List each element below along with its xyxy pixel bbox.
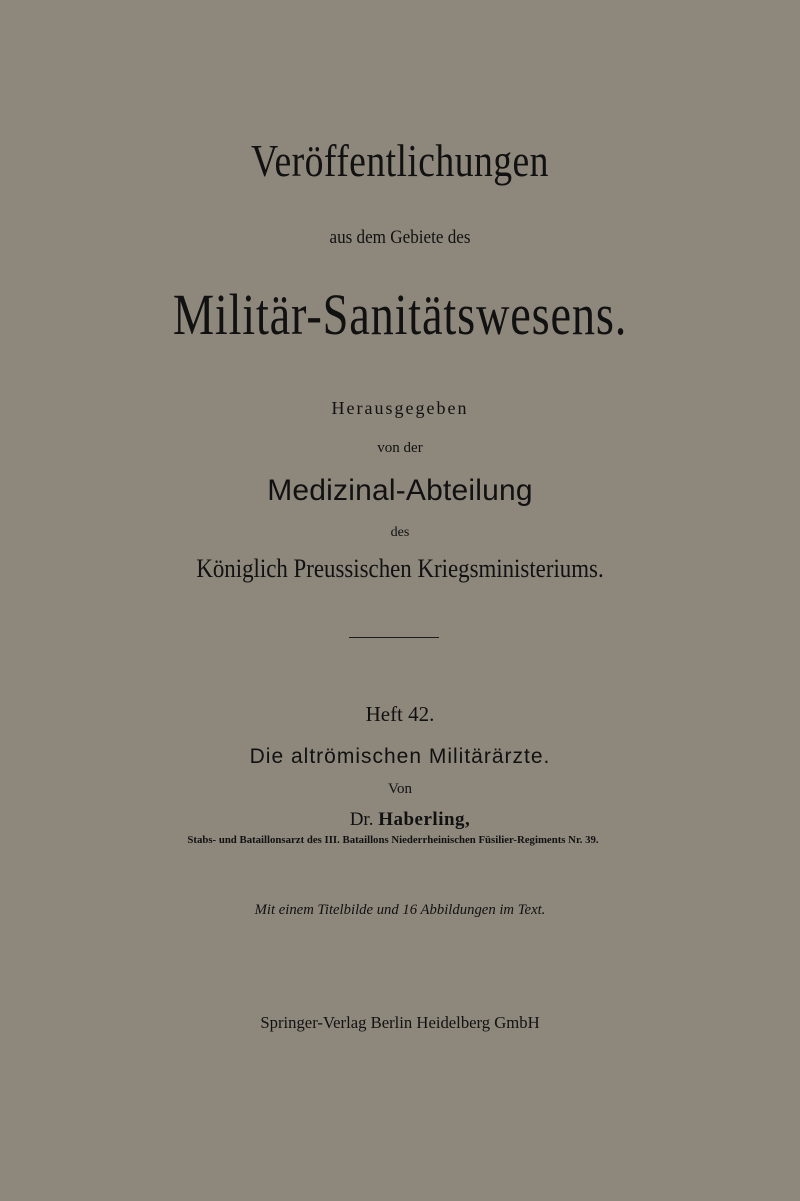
institution-name: Medizinal-Abteilung xyxy=(267,474,533,507)
series-subtitle: aus dem Gebiete des xyxy=(329,227,471,248)
illustrations-note: Mit einem Titelbilde und 16 Abbildungen im Text. xyxy=(254,902,546,918)
author-prefix: Dr. xyxy=(349,809,374,830)
publisher: Springer-Verlag Berlin Heidelberg GmbH xyxy=(260,1013,540,1032)
editor-label: Herausgegeben xyxy=(331,398,469,418)
issue-number: Heft 42. xyxy=(365,702,435,726)
by-label: Von xyxy=(388,781,412,797)
divider-rule xyxy=(349,637,439,638)
author-affiliation: Stabs- und Bataillonsarzt des III. Bataillons Niederrheinischen Füsilier-Regiments Nr. 39. xyxy=(187,834,599,846)
institution-des: des xyxy=(390,525,410,540)
series-title: Veröffentlichungen xyxy=(251,135,549,186)
ministry-name: Königlich Preussischen Kriegsministeriums. xyxy=(196,554,604,583)
series-main-title: Militär-Sanitätswesens. xyxy=(172,282,628,347)
author xyxy=(10,810,800,829)
author-name: Haberling, xyxy=(378,809,471,830)
book-title: Die altrömischen Militärärzte. xyxy=(249,745,551,768)
editor-von: von der xyxy=(377,440,423,456)
